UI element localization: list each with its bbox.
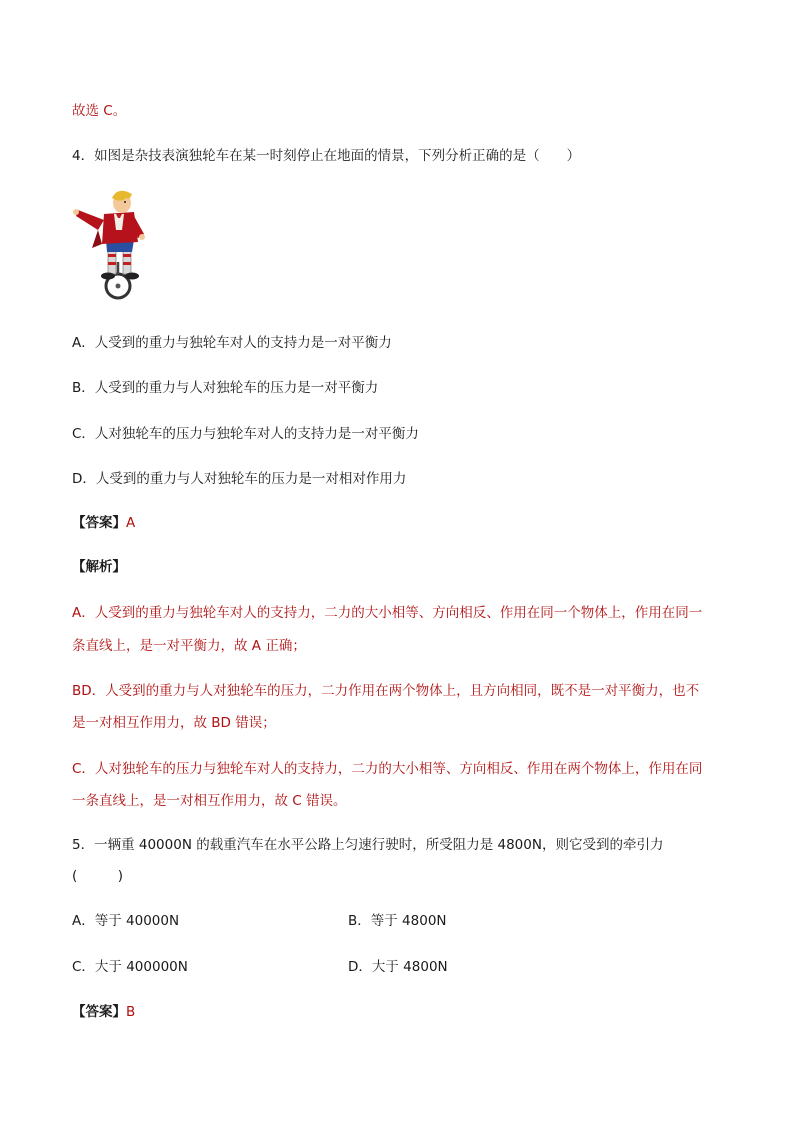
q5-answer xyxy=(72,1002,135,1022)
previous-conclusion: 故选 C。 xyxy=(72,103,127,119)
q4-analysis-line: C．人对独轮车的压力与独轮车对人的支持力，二力的大小相等、方向相反、作用在两个物体上，作用在同 xyxy=(72,761,703,777)
q5-option-d: D．大于 4800N xyxy=(348,959,448,975)
q4-option-d: D．人受到的重力与人对独轮车的压力是一对相对作用力 xyxy=(72,471,407,487)
q4-analysis-line: 一条直线上，是一对相互作用力，故 C 错误。 xyxy=(72,793,347,809)
q4-answer xyxy=(72,513,135,533)
q4-option-c: C．人对独轮车的压力与独轮车对人的支持力是一对平衡力 xyxy=(72,426,419,442)
question-4-stem: 4．如图是杂技表演独轮车在某一时刻停止在地面的情景，下列分析正确的是（ ） xyxy=(72,148,581,164)
q4-analysis-line: A．人受到的重力与独轮车对人的支持力，二力的大小相等、方向相反、作用在同一个物体上，作用在同一 xyxy=(72,605,703,621)
q5-option-b: B．等于 4800N xyxy=(348,913,447,929)
q4-analysis-line: 条直线上，是一对平衡力，故 A 正确； xyxy=(72,638,306,654)
question-5-stem: 5．一辆重 40000N 的载重汽车在水平公路上匀速行驶时，所受阻力是 4800N，则它受到的牵引力 xyxy=(72,837,664,853)
q4-analysis-line: BD．人受到的重力与人对独轮车的压力，二力作用在两个物体上，且方向相同，既不是一对平衡力，也不 xyxy=(72,683,700,699)
q4-option-b: B．人受到的重力与人对独轮车的压力是一对平衡力 xyxy=(72,380,379,396)
question-5-blank: ( ) xyxy=(72,868,124,884)
q4-analysis-label: 【解析】 xyxy=(72,559,126,575)
q4-answer-label: 【答案】 xyxy=(72,515,126,531)
q5-answer-label: 【答案】 xyxy=(72,1004,126,1020)
q4-option-a: A．人受到的重力与独轮车对人的支持力是一对平衡力 xyxy=(72,335,392,351)
unicycle-performer-illustration xyxy=(68,190,160,302)
q5-answer-value: B xyxy=(126,1004,136,1020)
q4-answer-value: A xyxy=(126,515,136,531)
q5-option-c: C．大于 400000N xyxy=(72,959,188,975)
q5-option-a: A．等于 40000N xyxy=(72,913,180,929)
q4-analysis-line: 是一对相互作用力，故 BD 错误； xyxy=(72,715,276,731)
